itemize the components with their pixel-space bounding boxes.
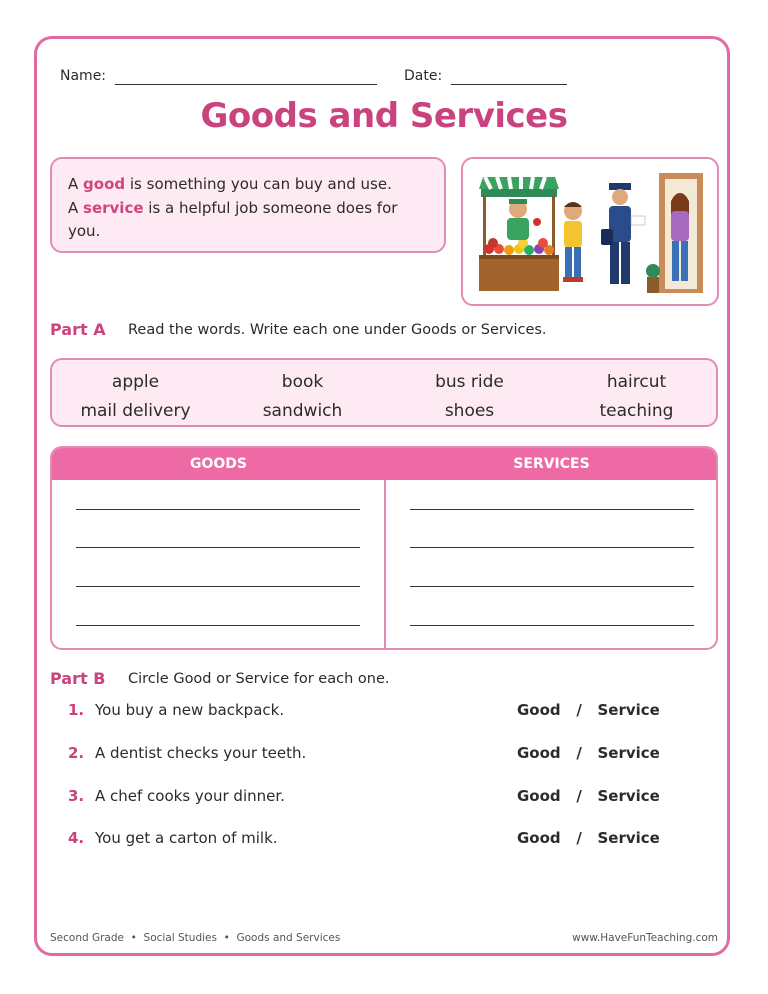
service-definition (68, 197, 428, 244)
question-text: A chef cooks your dinner. (95, 787, 285, 805)
good-choice[interactable]: Good (517, 701, 561, 719)
question-text: You get a carton of milk. (95, 829, 278, 847)
mail-carrier-icon (601, 183, 645, 284)
word-bank-item: sandwich (262, 401, 343, 421)
services-header: SERVICES (513, 456, 590, 472)
name-field[interactable] (115, 84, 377, 85)
name-label: Name: (60, 68, 107, 84)
footer-website-link[interactable]: www.HaveFunTeaching.com (572, 932, 718, 944)
house-door-icon (646, 173, 703, 293)
question-number: 4. (68, 829, 85, 847)
market-and-mail-illustration (463, 159, 719, 306)
service-term: service (83, 198, 144, 217)
goods-header: GOODS (190, 456, 247, 472)
good-term: good (83, 175, 126, 193)
answer-choices (517, 701, 660, 719)
part-b-label: Part B (50, 669, 106, 688)
question-number: 3. (68, 787, 85, 805)
def-text: A (68, 175, 84, 193)
service-choice[interactable]: Service (597, 701, 660, 719)
goods-answer-line[interactable] (76, 509, 360, 510)
page-title: Goods and Services (200, 96, 568, 136)
answer-choices (517, 744, 660, 762)
choice-separator: / (576, 829, 582, 847)
goods-answer-line[interactable] (76, 547, 360, 548)
footer-course-info: Second Grade • Social Studies • Goods and Services (50, 932, 341, 944)
word-bank-item: mail delivery (80, 401, 191, 421)
table-header (52, 448, 716, 480)
services-answer-line[interactable] (410, 625, 694, 626)
service-choice[interactable]: Service (597, 829, 660, 847)
service-choice[interactable]: Service (597, 744, 660, 762)
good-definition (68, 173, 428, 197)
word-bank-item: apple (111, 372, 160, 392)
goods-answer-line[interactable] (76, 586, 360, 587)
service-choice[interactable]: Service (597, 787, 660, 805)
part-a-label: Part A (50, 320, 106, 339)
question-text: A dentist checks your teeth. (95, 744, 307, 762)
word-bank-item: bus ride (435, 372, 504, 392)
def-text: is something you can buy and use. (125, 175, 392, 193)
word-bank-item: shoes (444, 401, 495, 421)
good-choice[interactable]: Good (517, 829, 561, 847)
goods-answer-line[interactable] (76, 625, 360, 626)
question-number: 2. (68, 744, 85, 762)
column-divider (384, 480, 386, 650)
fruit-stand-icon (479, 177, 559, 291)
question-number: 1. (68, 701, 85, 719)
answer-choices (517, 787, 660, 805)
part-a-instruction: Read the words. Write each one under Goods or Services. (128, 322, 547, 338)
date-field[interactable] (451, 84, 567, 85)
word-bank (50, 358, 718, 427)
choice-separator: / (576, 701, 582, 719)
services-answer-line[interactable] (410, 509, 694, 510)
services-answer-line[interactable] (410, 547, 694, 548)
word-bank-item: haircut (606, 372, 667, 392)
date-label: Date: (404, 68, 443, 84)
choice-separator: / (576, 787, 582, 805)
good-choice[interactable]: Good (517, 787, 561, 805)
part-b-instruction: Circle Good or Service for each one. (128, 671, 390, 687)
child-icon (563, 202, 583, 282)
def-text: A (68, 198, 84, 217)
def-text: is a helpful job someone does for you. (68, 198, 398, 240)
sorting-table (50, 446, 718, 650)
illustration-box (461, 157, 719, 306)
answer-choices (517, 829, 660, 847)
good-choice[interactable]: Good (517, 744, 561, 762)
word-bank-item: book (281, 372, 324, 392)
choice-separator: / (576, 744, 582, 762)
services-answer-line[interactable] (410, 586, 694, 587)
definition-box (50, 157, 446, 253)
question-text: You buy a new backpack. (95, 701, 285, 719)
word-bank-item: teaching (599, 401, 674, 421)
